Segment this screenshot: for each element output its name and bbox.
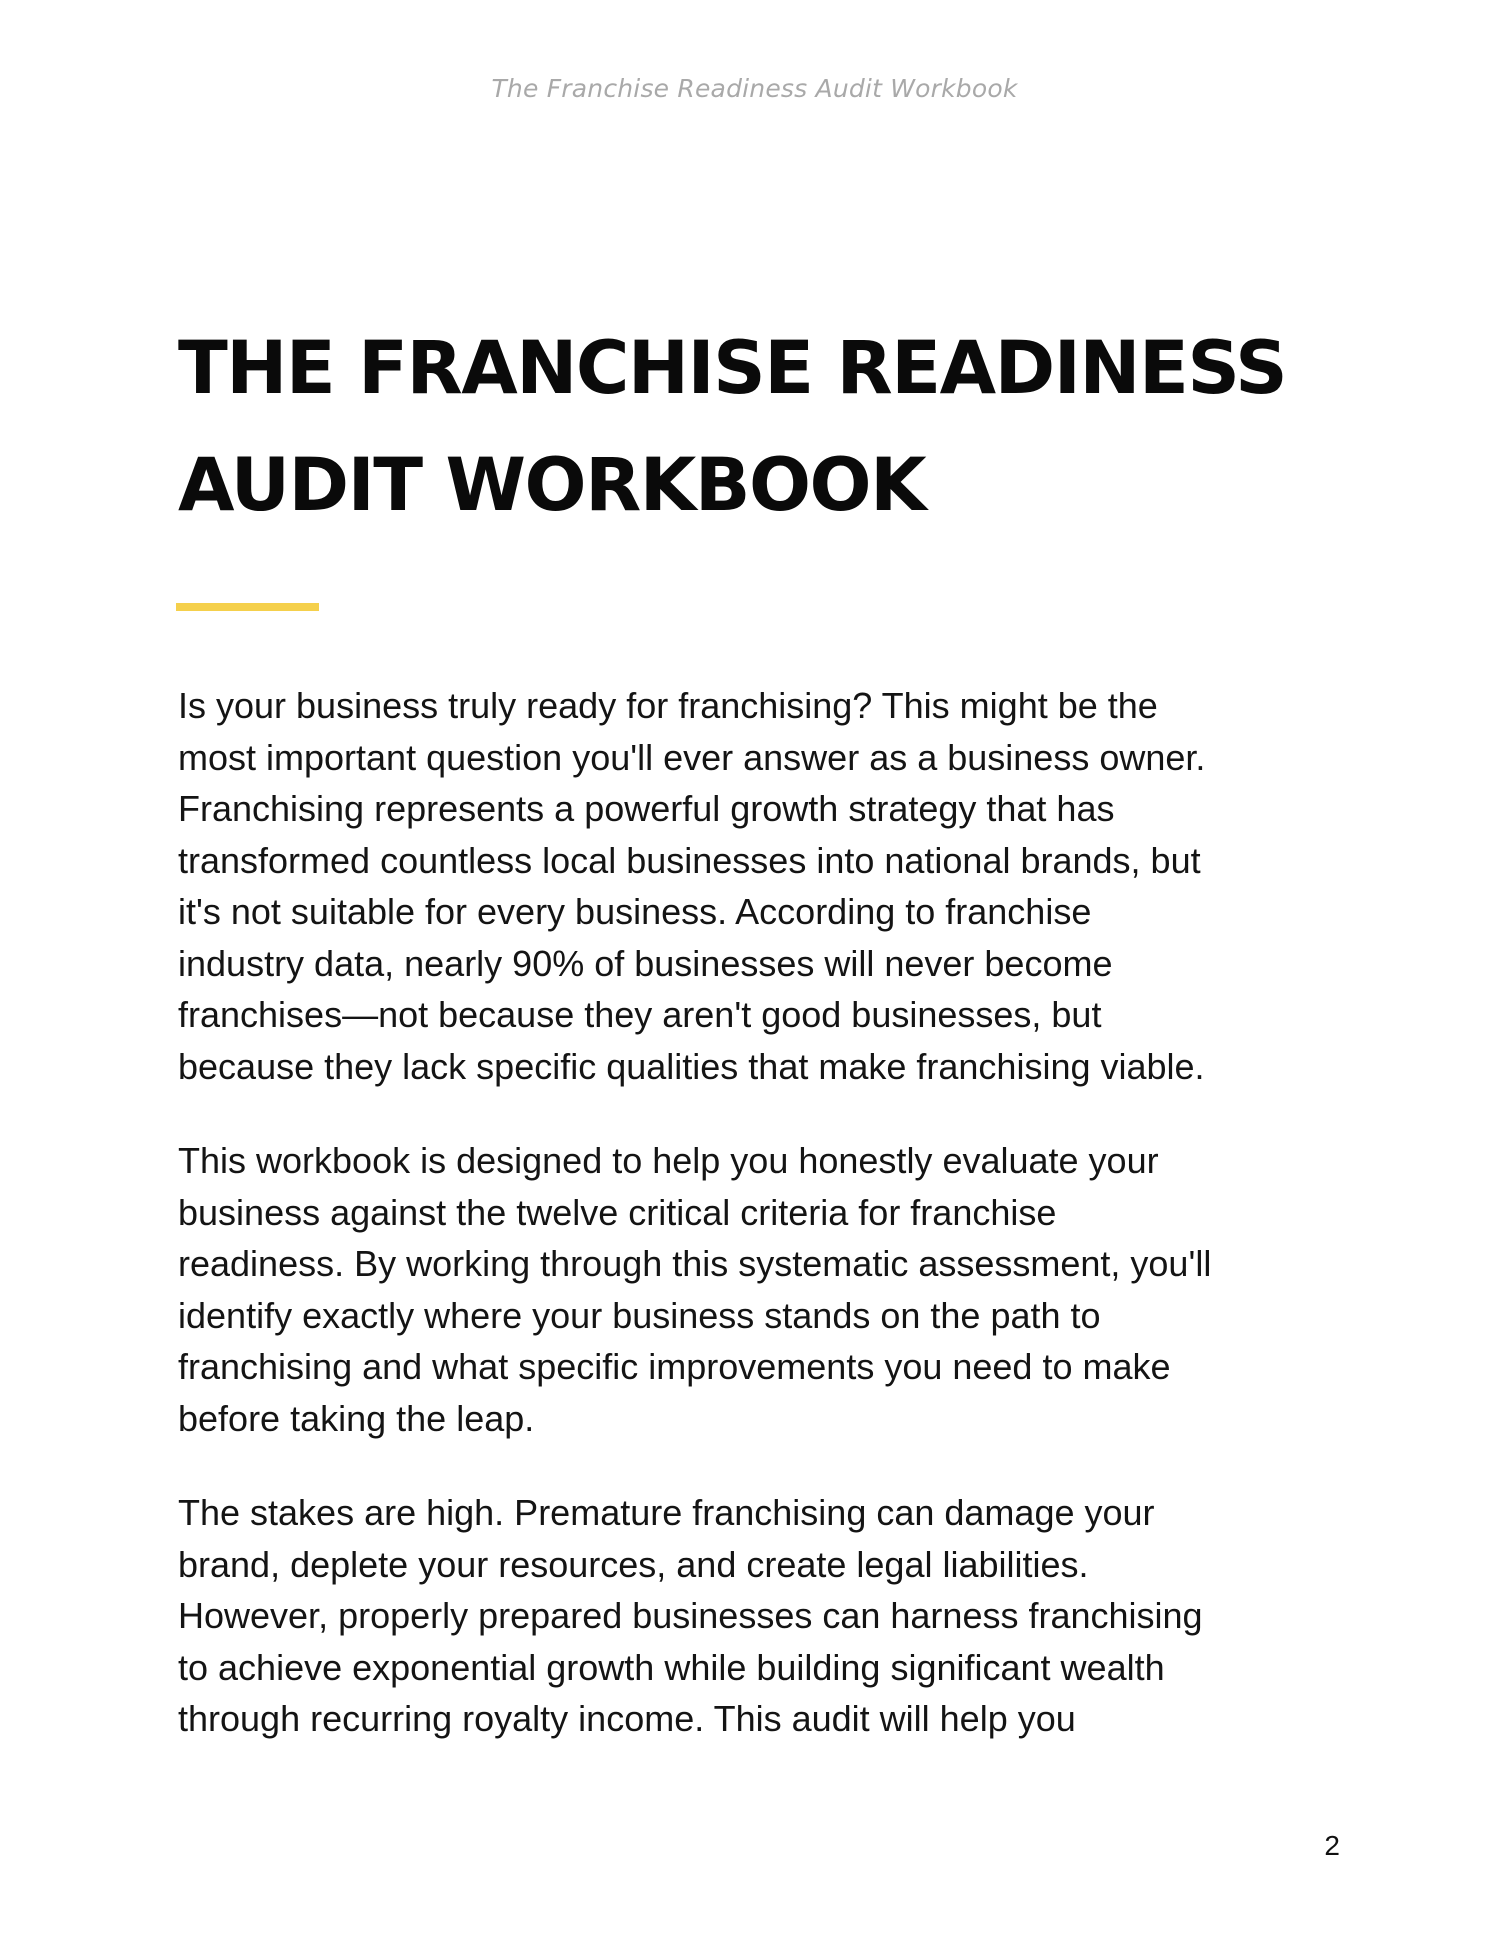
text-line: most important question you'll ever answer as a business owner. [178, 736, 1206, 778]
intro-paragraph [178, 680, 1348, 1092]
page-number: 2 [1324, 1830, 1340, 1861]
text-line: Is your business truly ready for franchising? This might be the [178, 685, 1158, 726]
text-line: before taking the leap. [178, 1397, 535, 1439]
text-line: Franchising represents a powerful growth strategy that has [178, 788, 1115, 829]
text-line: industry data, nearly 90% of businesses will never become [178, 942, 1113, 984]
text-line: franchising and what specific improvements you need to make [178, 1346, 1171, 1387]
running-header: The Franchise Readiness Audit Workbook [491, 74, 1018, 103]
page-title-line: THE FRANCHISE READINESS [178, 326, 1287, 411]
text-line: franchises—not because they aren't good businesses, but [178, 994, 1102, 1035]
text-line: However, properly prepared businesses can harness franchising [178, 1595, 1203, 1636]
text-line: through recurring royalty income. This audit will help you [178, 1698, 1076, 1739]
accent-divider [176, 603, 319, 611]
text-line: because they lack specific qualities that make franchising viable. [178, 1045, 1205, 1087]
stakes-paragraph [178, 1487, 1348, 1745]
text-line: This workbook is designed to help you honestly evaluate your [178, 1140, 1159, 1181]
text-line: to achieve exponential growth while building significant wealth [178, 1646, 1165, 1688]
text-line: business against the twelve critical criteria for franchise [178, 1191, 1057, 1233]
text-line: The stakes are high. Premature franchising can damage your [178, 1492, 1155, 1533]
text-line: readiness. By working through this systematic assessment, you'll [178, 1243, 1212, 1284]
text-line: identify exactly where your business stands on the path to [178, 1294, 1101, 1336]
text-line: it's not suitable for every business. According to franchise [178, 891, 1092, 932]
purpose-paragraph [178, 1135, 1348, 1444]
text-line: transformed countless local businesses into national brands, but [178, 839, 1201, 881]
page-title [178, 310, 1358, 544]
text-line: brand, deplete your resources, and create legal liabilities. [178, 1543, 1089, 1585]
body-text [178, 680, 1348, 1788]
page-title-line: AUDIT WORKBOOK [178, 443, 926, 528]
